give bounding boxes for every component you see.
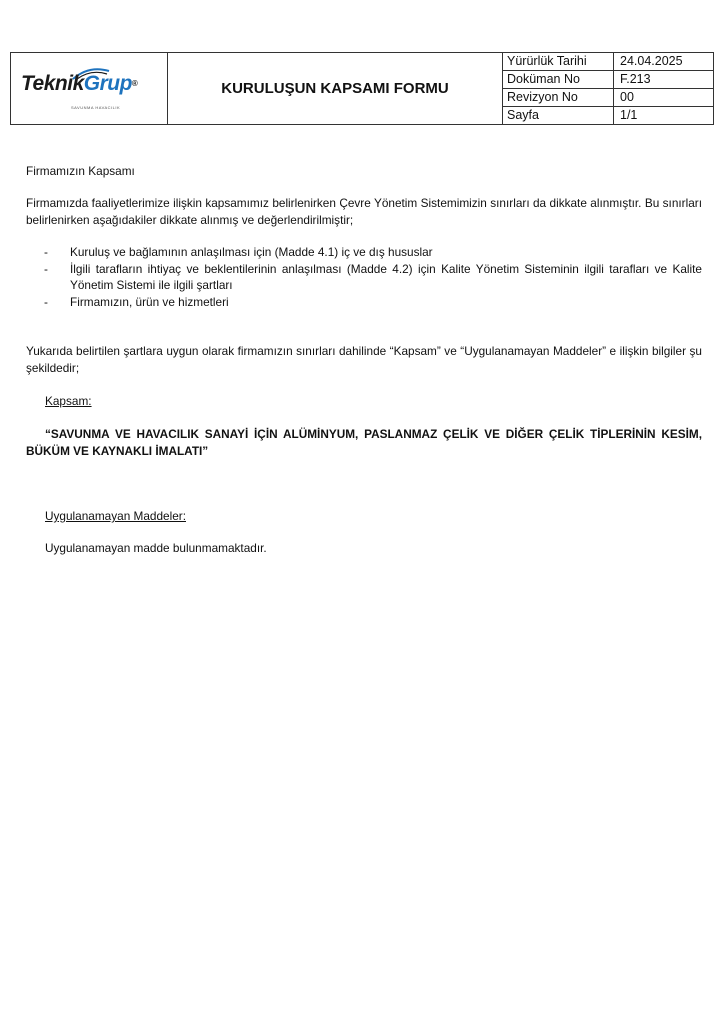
list-item-text: İlgili tarafların ihtiyaç ve beklentilerinin anlaşılması (Madde 4.2) için Kalite Yönetim Sisteminin ilgili tarafları ve Kalite Yönetim Sistemi ile ilgili şartları <box>70 261 702 292</box>
logo-part1: Teknik <box>21 72 84 95</box>
exclusions-heading-text: Uygulanamayan Maddeler: <box>45 509 186 523</box>
scope-heading <box>45 393 445 410</box>
list-item-text: Kuruluş ve bağlamının anlaşılması için (Madde 4.1) iç ve dış hususlar <box>70 245 433 259</box>
considerations-list <box>26 244 702 310</box>
intro-paragraph: Firmamızda faaliyetlerimize ilişkin kapsamımız belirlenirken Çevre Yönetim Sistemimizin sınırları da dikkate alınmıştır. Bu sınırları belirlenirken aşağıdakiler dikkate alınmış ve değerlendirilmiştir; <box>26 196 702 227</box>
logo-registered-mark: ® <box>131 79 138 88</box>
meta-value-effective-date: 24.04.2025 <box>614 53 714 71</box>
exclusions-heading <box>45 508 445 525</box>
form-header-table <box>10 52 714 125</box>
meta-label-document-no: Doküman No <box>503 71 614 89</box>
list-dash: - <box>44 294 48 309</box>
scope-statement: “SAVUNMA VE HAVACILIK SANAYİ İÇİN ALÜMİNYUM, PASLANMAZ ÇELİK VE DİĞER ÇELİK TİPLERİNİN KESİM, BÜKÜM VE KAYNAKLI İMALATI” <box>26 427 702 458</box>
list-item <box>26 294 702 311</box>
list-dash: - <box>44 261 48 276</box>
meta-label-effective-date: Yürürlük Tarihi <box>503 53 614 71</box>
meta-value-page: 1/1 <box>614 107 714 125</box>
exclusions-text: Uygulanamayan madde bulunmamaktadır. <box>45 541 267 555</box>
meta-value-document-no: F.213 <box>614 71 714 89</box>
list-item-text: Firmamızın, ürün ve hizmetleri <box>70 294 229 309</box>
section-title: Firmamızın Kapsamı <box>26 164 135 178</box>
list-item <box>26 244 702 261</box>
meta-value-revision-no: 00 <box>614 89 714 107</box>
list-dash: - <box>44 245 48 259</box>
logo-tagline: SAVUNMA HAVACILIK <box>71 105 121 110</box>
form-title: KURULUŞUN KAPSAMI FORMU <box>168 53 503 125</box>
logo-cell <box>11 53 168 125</box>
logo-wordmark <box>21 72 138 95</box>
summary-paragraph: Yukarıda belirtilen şartlara uygun olarak firmamızın sınırları dahilinde “Kapsam” ve “Uygulanamayan Maddeler” e ilişkin bilgiler şu şekildedir; <box>26 344 702 375</box>
meta-label-revision-no: Revizyon No <box>503 89 614 107</box>
company-logo <box>19 67 159 110</box>
meta-label-page: Sayfa <box>503 107 614 125</box>
scope-heading-text: Kapsam: <box>45 394 92 408</box>
logo-part2: Grup <box>83 72 132 95</box>
list-item <box>26 261 702 294</box>
